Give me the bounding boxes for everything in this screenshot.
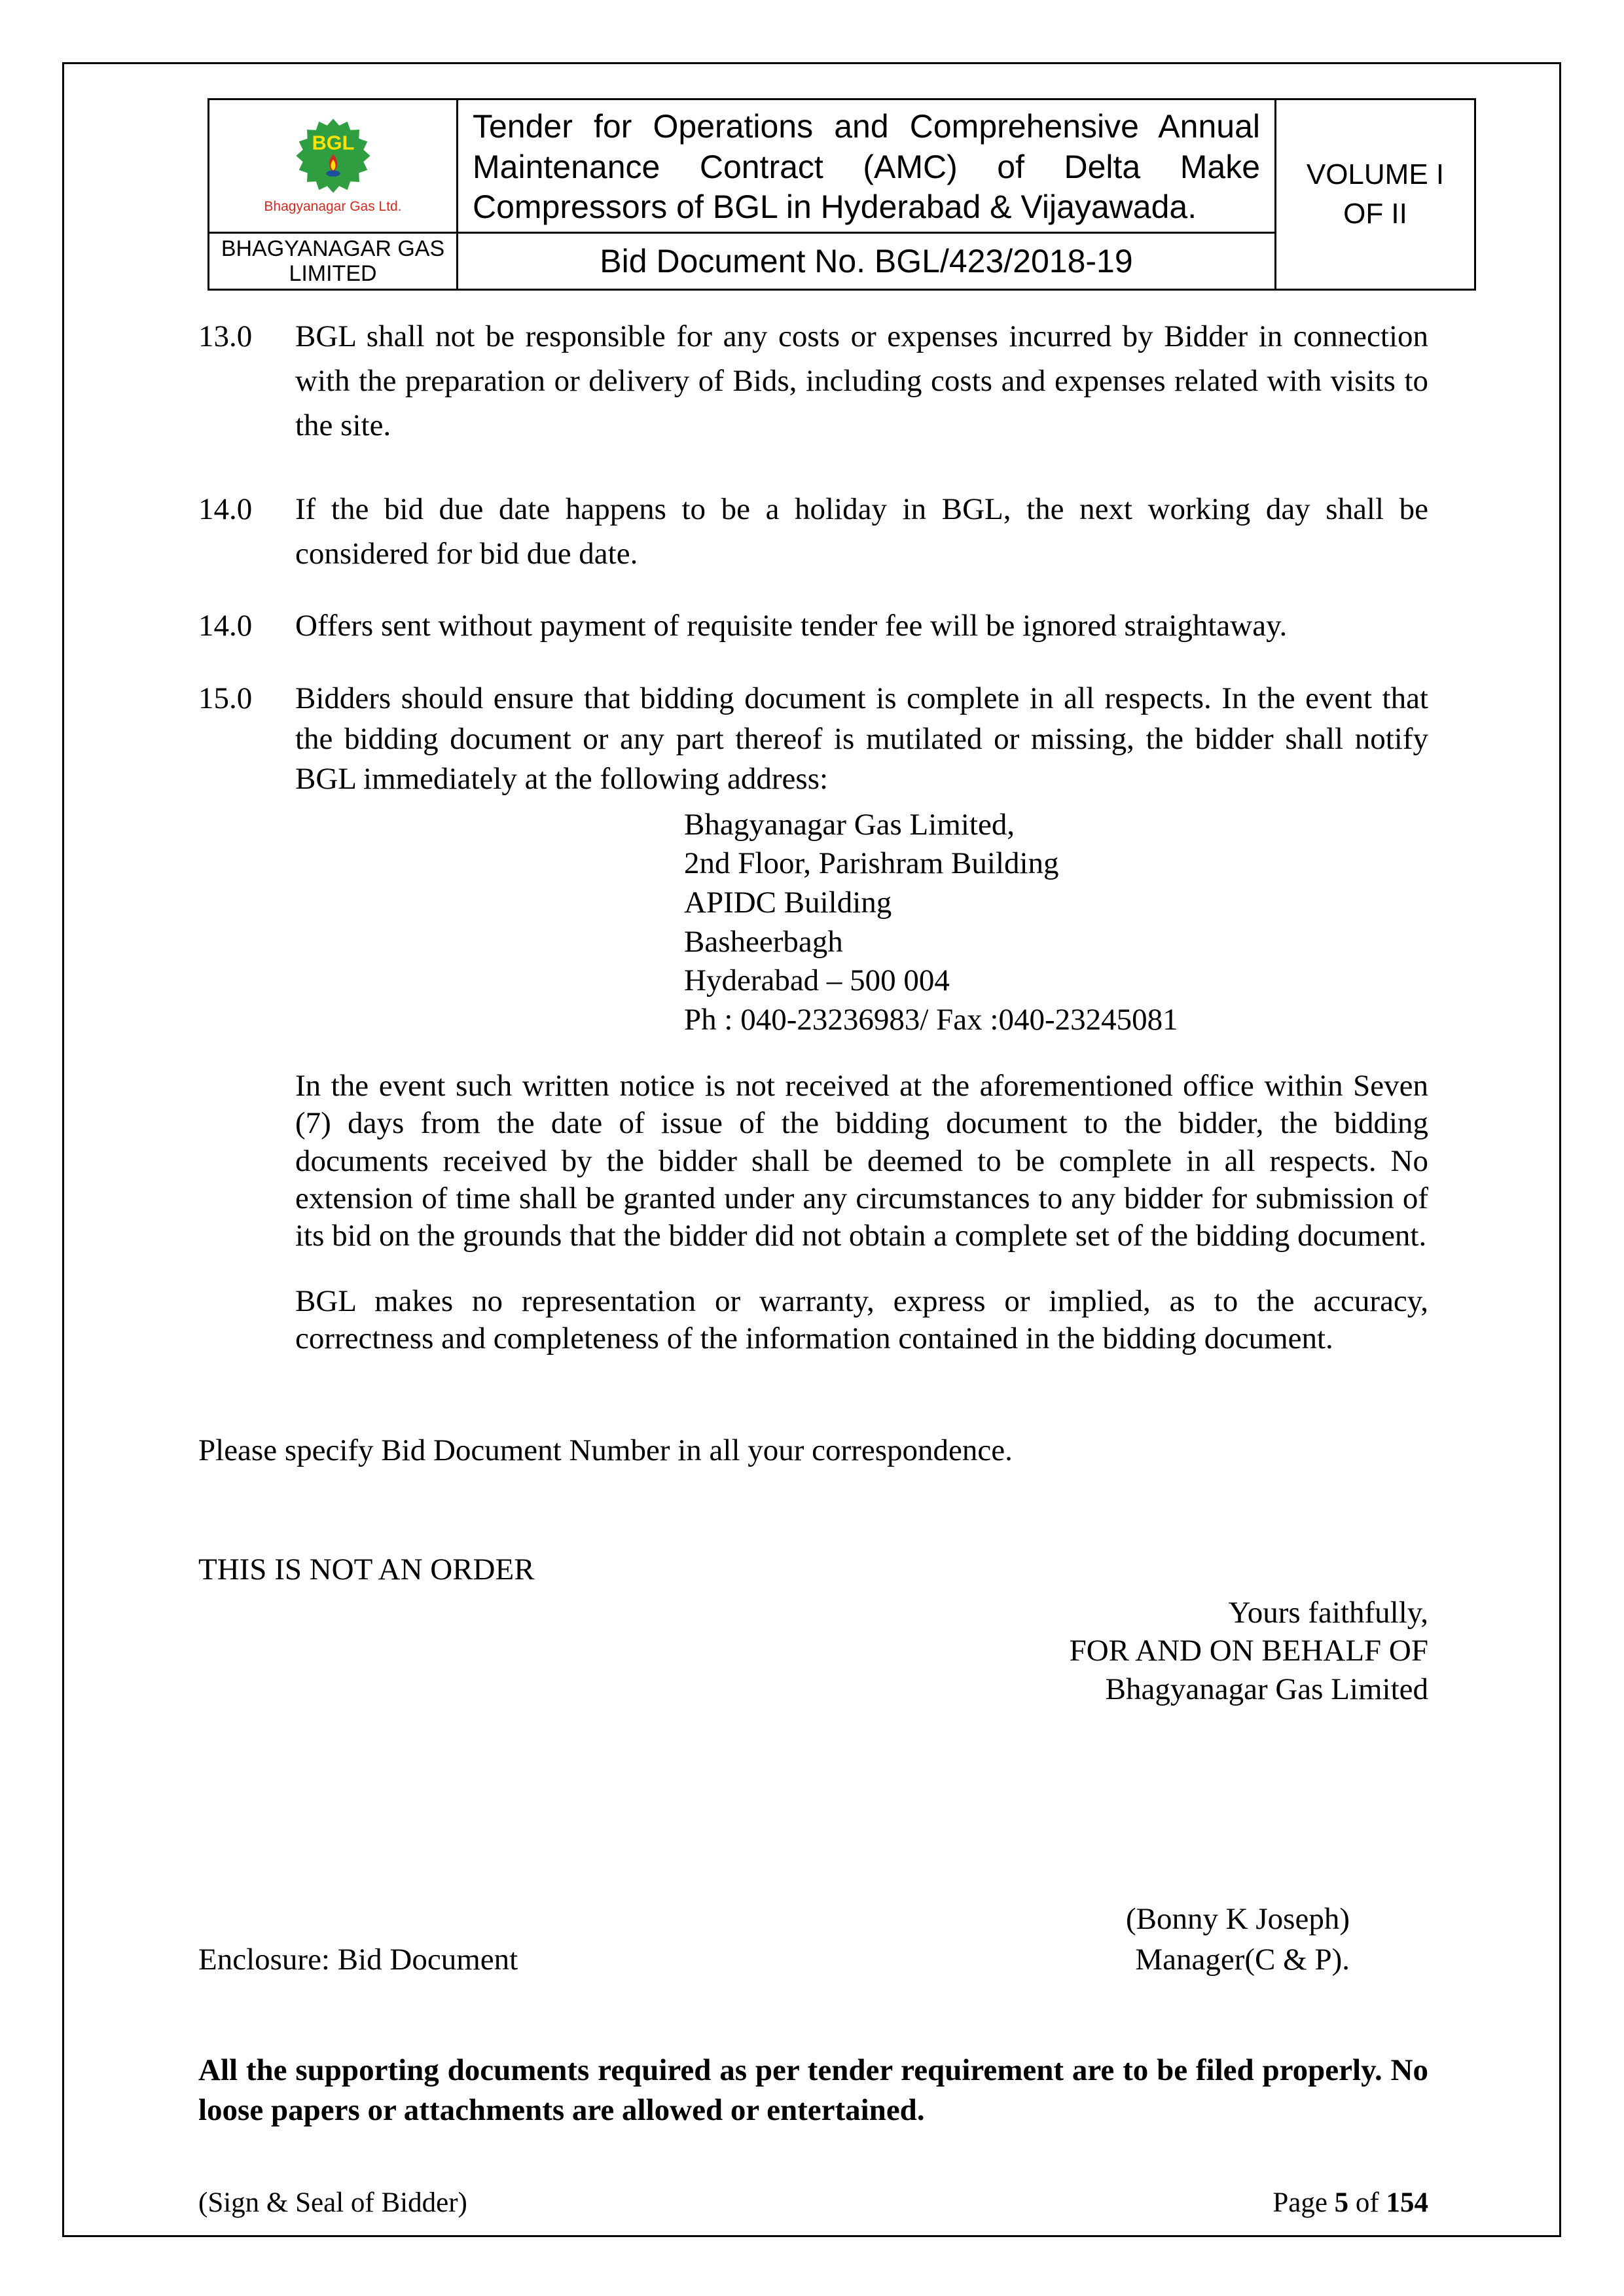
volume-line-1: VOLUME I <box>1306 158 1445 191</box>
bgl-logo-icon <box>295 117 372 194</box>
volume-label <box>1276 99 1475 290</box>
signatory-name: (Bonny K Joseph) <box>1125 1901 1350 1936</box>
paragraph-notice: In the event such written notice is not received at the aforementioned office within Seven (7) days from the date of issue of the bidding document to the bidder, the bidding documents received by the bidder shall be deemed to be complete in all respects. No extension of time shall be granted under any circumstances to any bidder for submission of its bid on the grounds that the bidder did not obtain a complete set of the bidding document. <box>295 1068 1428 1253</box>
sign-seal-note: (Sign & Seal of Bidder) <box>198 2187 467 2218</box>
signatory-title: Manager(C & P). <box>1135 1942 1350 1977</box>
clause-14-holiday <box>198 487 1428 576</box>
clause-number: 14.0 <box>198 492 253 527</box>
clause-13 <box>198 314 1428 448</box>
address-line: Ph : 040-23236983/ Fax :040-23245081 <box>684 1003 1178 1037</box>
address-line: 2nd Floor, Parishram Building <box>684 846 1059 881</box>
clause-number: 13.0 <box>198 319 253 353</box>
signoff-block <box>198 1594 1428 1708</box>
tender-title-line-1: Tender for Operations and Comprehensive Annual <box>473 108 1260 145</box>
signoff-line-3: Bhagyanagar Gas Limited <box>1105 1672 1428 1706</box>
page-number: 5 <box>1334 2187 1349 2218</box>
volume-line-2: OF II <box>1343 197 1407 230</box>
clause-text: Offers sent without payment of requisite tender fee will be ignored straightaway. <box>295 609 1288 643</box>
clause-text: BGL shall not be responsible for any costs or expenses incurred by Bidder in connection with the preparation or delivery of Bids, including costs and expenses related with visits to the site. <box>295 319 1428 442</box>
tender-title-line-3: Compressors of BGL in Hyderabad & Vijayawada. <box>473 188 1197 225</box>
tender-title-line-2: Maintenance Contract (AMC) of Delta Make <box>473 148 1260 185</box>
page-border <box>62 62 1561 2237</box>
header-table <box>208 98 1476 291</box>
logo-monogram: BGL <box>312 132 354 154</box>
not-an-order: THIS IS NOT AN ORDER <box>198 1552 535 1587</box>
org-name-line-2: LIMITED <box>289 260 377 286</box>
tender-title-cell <box>458 99 1276 233</box>
filing-requirement-note: All the supporting documents required as per tender requirement are to be filed properly. No loose papers or attachments are allowed or entertained. <box>198 2053 1428 2128</box>
correspondence-note: Please specify Bid Document Number in all your correspondence. <box>198 1433 1013 1468</box>
signoff-line-2: FOR AND ON BEHALF OF <box>1069 1634 1428 1668</box>
enclosure-row <box>198 1942 1428 1977</box>
signoff-line-1: Yours faithfully, <box>1228 1596 1428 1630</box>
clause-text: If the bid due date happens to be a holiday in BGL, the next working day shall be considered for bid due date. <box>295 492 1428 571</box>
logo-caption: Bhagyanagar Gas Ltd. <box>264 198 402 214</box>
org-name <box>209 232 458 289</box>
clause-number: 14.0 <box>198 609 253 643</box>
address-line: Bhagyanagar Gas Limited, <box>684 807 1015 842</box>
bid-doc-no: Bid Document No. BGL/423/2018-19 <box>458 232 1276 289</box>
org-name-line-1: BHAGYANAGAR GAS <box>221 236 445 261</box>
address-block <box>684 806 1428 1040</box>
enclosure-note: Enclosure: Bid Document <box>198 1942 518 1977</box>
clause-15 <box>198 679 1428 798</box>
page-indicator: Page 5 of 154 <box>1272 2187 1428 2218</box>
clause-number: 15.0 <box>198 681 253 716</box>
address-line: Basheerbagh <box>684 924 843 959</box>
clause-text: Bidders should ensure that bidding document is complete in all respects. In the event that the bidding document or any part thereof is mutilated or missing, the bidder shall notify BGL immediately at the following address: <box>295 681 1428 796</box>
footer <box>198 2187 1428 2219</box>
document-body <box>198 314 1428 2130</box>
address-line: Hyderabad – 500 004 <box>684 963 950 998</box>
clause-14-tender-fee <box>198 606 1428 646</box>
logo-cell <box>209 99 458 233</box>
address-line: APIDC Building <box>684 886 892 920</box>
paragraph-warranty: BGL makes no representation or warranty, express or implied, as to the accuracy, correctness and completeness of the information contained in the bidding document. <box>295 1283 1428 1355</box>
total-pages: 154 <box>1386 2187 1428 2218</box>
